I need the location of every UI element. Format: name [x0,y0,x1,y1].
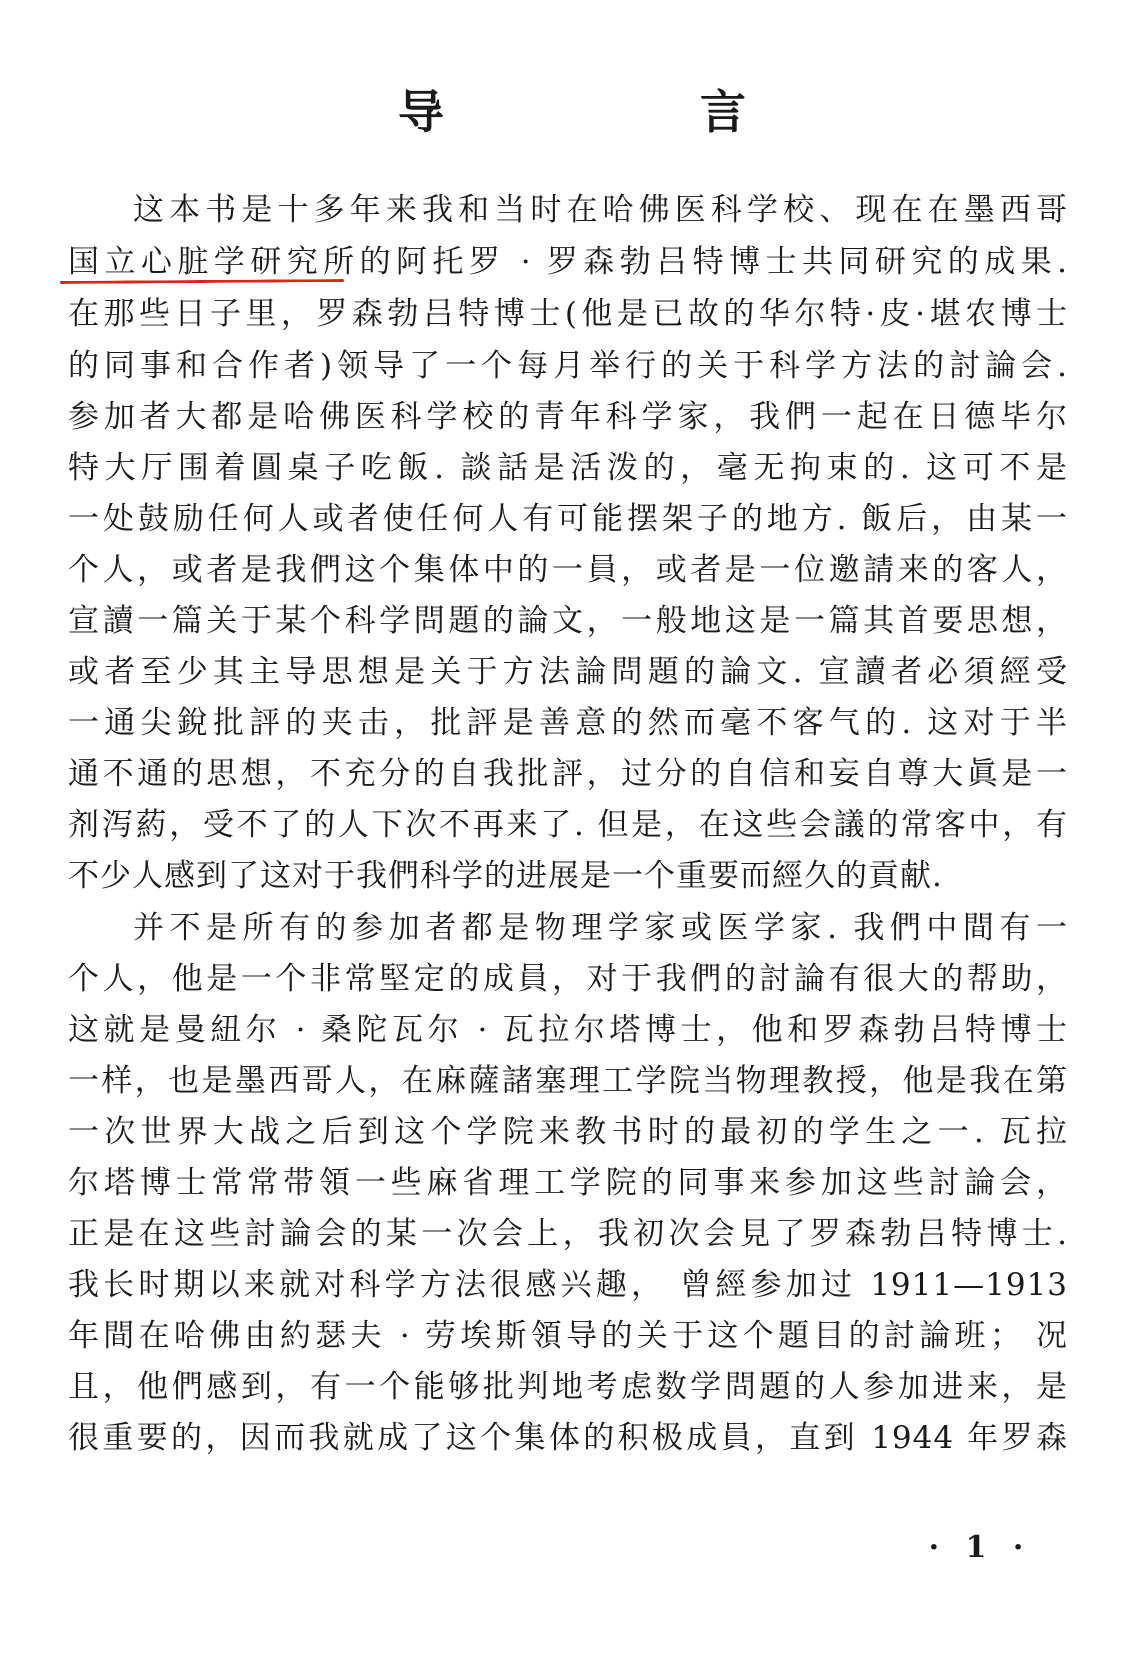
text-line: 国立心脏学研究所的阿托罗 · 罗森勃吕特博士共同研究的成果. [68,244,1068,280]
text-line: 的同事和合作者)领导了一个每月举行的关于科学方法的討論会. [68,348,1068,384]
text-line: 宣讀一篇关于某个科学問題的論文，一般地这是一篇其首要思想， [68,603,1068,639]
text-line: 尔塔博士常常带領一些麻省理工学院的同事来参加这些討論会， [68,1165,1068,1201]
text-line: 或者至少其主导思想是关于方法論問題的論文. 宣讀者必須經受 [68,654,1068,690]
text-line: 特大厅围着圓桌子吃飯. 談話是活泼的，毫无拘束的. 这可不是 [68,450,1068,486]
text-line: 个人，他是一个非常堅定的成員，对于我們的討論有很大的帮助， [68,961,1068,997]
text-line: 一样，也是墨西哥人，在麻薩諸塞理工学院当物理教授，他是我在第 [68,1063,1068,1099]
page-title: 导 言 [397,85,866,139]
text-line: 我长时期以来就对科学方法很感兴趣， 曾經参加过 1911—1913 [68,1267,1068,1303]
text-line: 很重要的，因而我就成了这个集体的积极成員，直到 1944 年罗森 [68,1420,1068,1456]
text-line: 正是在这些討論会的某一次会上，我初次会見了罗森勃吕特博士. [68,1216,1068,1252]
text-line: 这本书是十多年来我和当时在哈佛医科学校、现在在墨西哥 [133,192,1068,228]
text-line: 年間在哈佛由約瑟夫 · 劳埃斯領导的关于这个題目的討論班； 况 [68,1318,1068,1354]
text-line: 不少人感到了这对于我們科学的进展是一个重要而經久的貢献. [68,858,943,894]
page-number: · 1 · [928,1530,1032,1565]
text-line: 通不通的思想，不充分的自我批評，过分的自信和妄自尊大眞是一 [68,756,1068,792]
text-line: 在那些日子里，罗森勃吕特博士(他是已故的华尔特·皮·堪农博士 [68,296,1068,332]
text-line: 参加者大都是哈佛医科学校的青年科学家，我們一起在日德毕尔 [68,399,1068,435]
text-line: 一处鼓励任何人或者使任何人有可能摆架子的地方. 飯后，由某一 [68,501,1068,537]
text-line: 且，他們感到，有一个能够批判地考虑数学問題的人参加进来，是 [68,1369,1068,1405]
text-line: 个人，或者是我們这个集体中的一員，或者是一位邀請来的客人， [68,552,1068,588]
text-line: 剂泻葯，受不了的人下次不再来了. 但是，在这些会議的常客中，有 [68,807,1068,843]
text-line: 并不是所有的参加者都是物理学家或医学家. 我們中間有一 [133,910,1068,946]
text-line: 一次世界大战之后到这个学院来教书时的最初的学生之一. 瓦拉 [68,1114,1068,1150]
text-line: 一通尖銳批評的夹击，批評是善意的然而毫不客气的. 这对于半 [68,705,1068,741]
text-line: 这就是曼紐尔 · 桑陀瓦尔 · 瓦拉尔塔博士，他和罗森勃吕特博士 [68,1012,1068,1048]
